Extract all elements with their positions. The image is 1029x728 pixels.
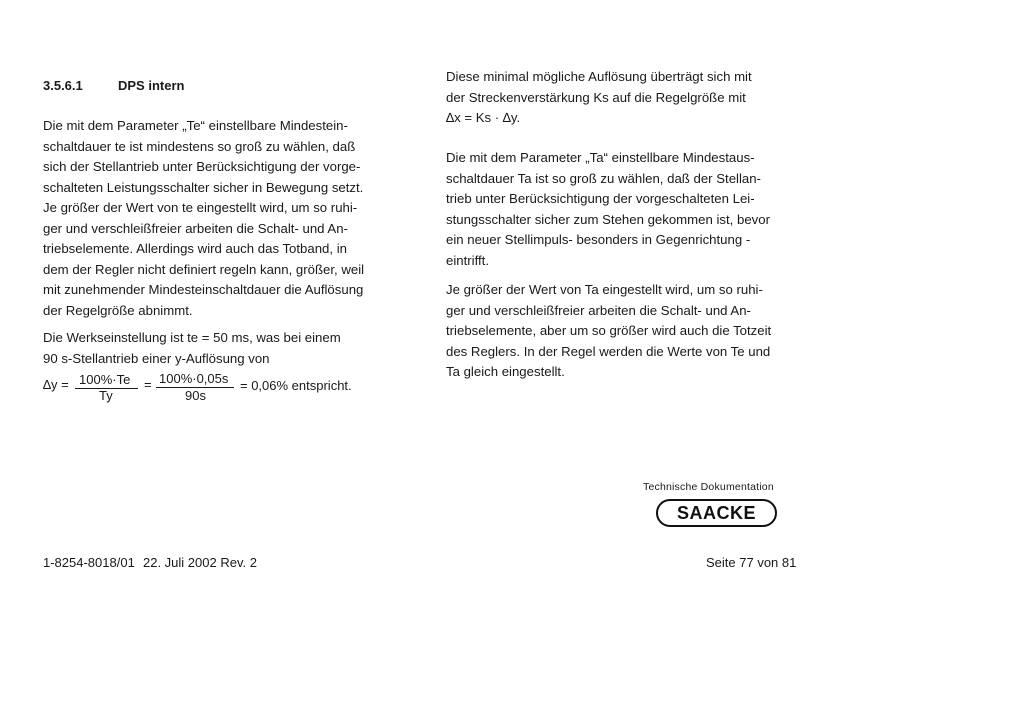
text-line: dem der Regler nicht definiert regeln kann, größer, weil (43, 261, 365, 277)
text-line: Die mit dem Parameter „Ta“ einstellbare Mindestaus- (446, 150, 755, 165)
text-line: Je größer der Wert von Ta eingestellt wird, um so ruhi- (446, 282, 763, 297)
logo-brand: SAACKE (676, 502, 756, 523)
text-line: Die Werkseinstellung ist te = 50 ms, was bei einem (43, 330, 341, 345)
text-line: Diese minimal mögliche Auflösung überträgt sich mit (446, 69, 752, 84)
formula-result: = 0,06% entspricht. (240, 378, 352, 393)
section-title: DPS intern (118, 78, 185, 93)
saacke-logo (656, 499, 777, 527)
text-line: schaltdauer te ist mindestens so groß zu wählen, daß (43, 138, 356, 154)
text-line: der Streckenverstärkung Ks auf die Regelgröße mit (446, 89, 746, 105)
right-paragraph-1 (446, 67, 752, 129)
text-line: ger und verschleißfreier arbeiten die Schalt- und An- (43, 220, 348, 236)
formula-lhs: ∆y = (43, 377, 69, 392)
text-line: triebselemente. Allerdings wird auch das Totband, in (43, 241, 347, 256)
text-line: schaltdauer Ta ist so groß zu wählen, daß der Stellan- (446, 170, 761, 186)
text-line: sich der Stellantrieb unter Berücksichtigung der vorge- (43, 159, 361, 174)
section-number: 3.5.6.1 (43, 78, 83, 93)
text-line: eintrifft. (446, 252, 490, 268)
footer-doc-id: 1-8254-8018/01 (43, 555, 135, 570)
formula-equals: = (144, 377, 152, 392)
text-line: Je größer der Wert von te eingestellt wird, um so ruhi- (43, 200, 358, 215)
footer-page-number: Seite 77 von 81 (706, 555, 797, 570)
formula-numerator-1: 100%·Te (79, 372, 131, 387)
text-line: ger und verschleißfreier arbeiten die Schalt- und An- (446, 302, 751, 318)
text-line: ∆x = Ks · ∆y. (446, 110, 521, 125)
text-line: triebselemente, aber um so größer wird auch die Totzeit (446, 323, 772, 338)
text-line: mit zunehmender Mindesteinschaltdauer die Auflösung (43, 282, 364, 297)
footer-date: 22. Juli 2002 Rev. 2 (143, 555, 257, 570)
left-paragraph-2 (43, 328, 341, 369)
text-line: schalteten Leistungsschalter sicher in Bewegung setzt. (43, 179, 364, 195)
right-paragraph-3 (446, 280, 771, 383)
formula-denominator-1: Ty (99, 388, 113, 403)
logo-caption: Technische Dokumentation (643, 481, 774, 493)
text-line: 90 s-Stellantrieb einer y-Auflösung von (43, 350, 270, 366)
text-line: trieb unter Berücksichtigung der vorgeschalteten Lei- (446, 191, 755, 206)
right-paragraph-2 (446, 148, 770, 271)
text-line: der Regelgröße abnimmt. (43, 302, 193, 318)
text-line: Ta gleich eingestellt. (446, 364, 565, 379)
formula-denominator-2: 90s (185, 388, 206, 403)
text-line: des Reglers. In der Regel werden die Werte von Te und (446, 343, 771, 359)
text-line: stungsschalter sicher zum Stehen gekommen ist, bevor (446, 211, 770, 227)
left-paragraph-1 (43, 116, 364, 321)
text-line: Die mit dem Parameter „Te“ einstellbare Mindestein- (43, 118, 348, 133)
text-line: ein neuer Stellimpuls- besonders in Gegenrichtung - (446, 232, 751, 247)
formula-numerator-2: 100%·0,05s (159, 371, 229, 386)
